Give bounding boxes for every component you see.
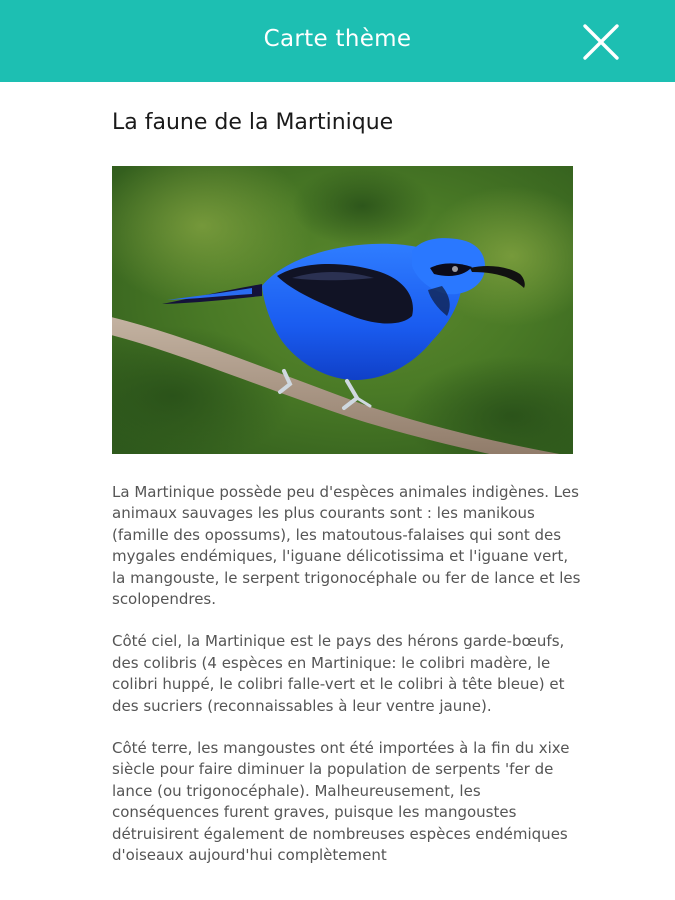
close-button[interactable] (581, 22, 621, 62)
paragraph-2: Côté ciel, la Martinique est le pays des hérons garde-bœufs, des colibris (4 espèces en Martinique: le colibri madère, le colibri huppé, le colibri falle-vert et le colibri à tête bleue) et des sucriers (reconnaissables à leur ventre jaune). (112, 632, 565, 715)
article-content (112, 82, 581, 888)
top-bar (0, 0, 675, 82)
article-text (112, 482, 582, 867)
paragraph-3: Côté terre, les mangoustes ont été importées à la fin du xixe siècle pour faire diminuer la population de serpents 'fer de lance (ou trigonocéphale). Malheureusement, les conséquences furent graves, puisque les mangoustes détruisirent également de nombreuses espèces endémiques d'oiseaux aujourd'hui complètement (112, 739, 570, 865)
close-icon (581, 22, 621, 62)
bird-photo (112, 166, 573, 454)
article-title: La faune de la Martinique (112, 110, 394, 135)
paragraph-1: La Martinique possède peu d'espèces animales indigènes. Les animaux sauvages les plus courants sont : les manikous (famille des opossums), les matoutous-falaises qui sont des mygales endémiques, l'iguane délicotissima et l'iguane vert, la mangouste, le serpent trigonocéphale ou fer de lance et les scolopendres. (112, 483, 581, 609)
screen-title: Carte thème (263, 26, 412, 52)
